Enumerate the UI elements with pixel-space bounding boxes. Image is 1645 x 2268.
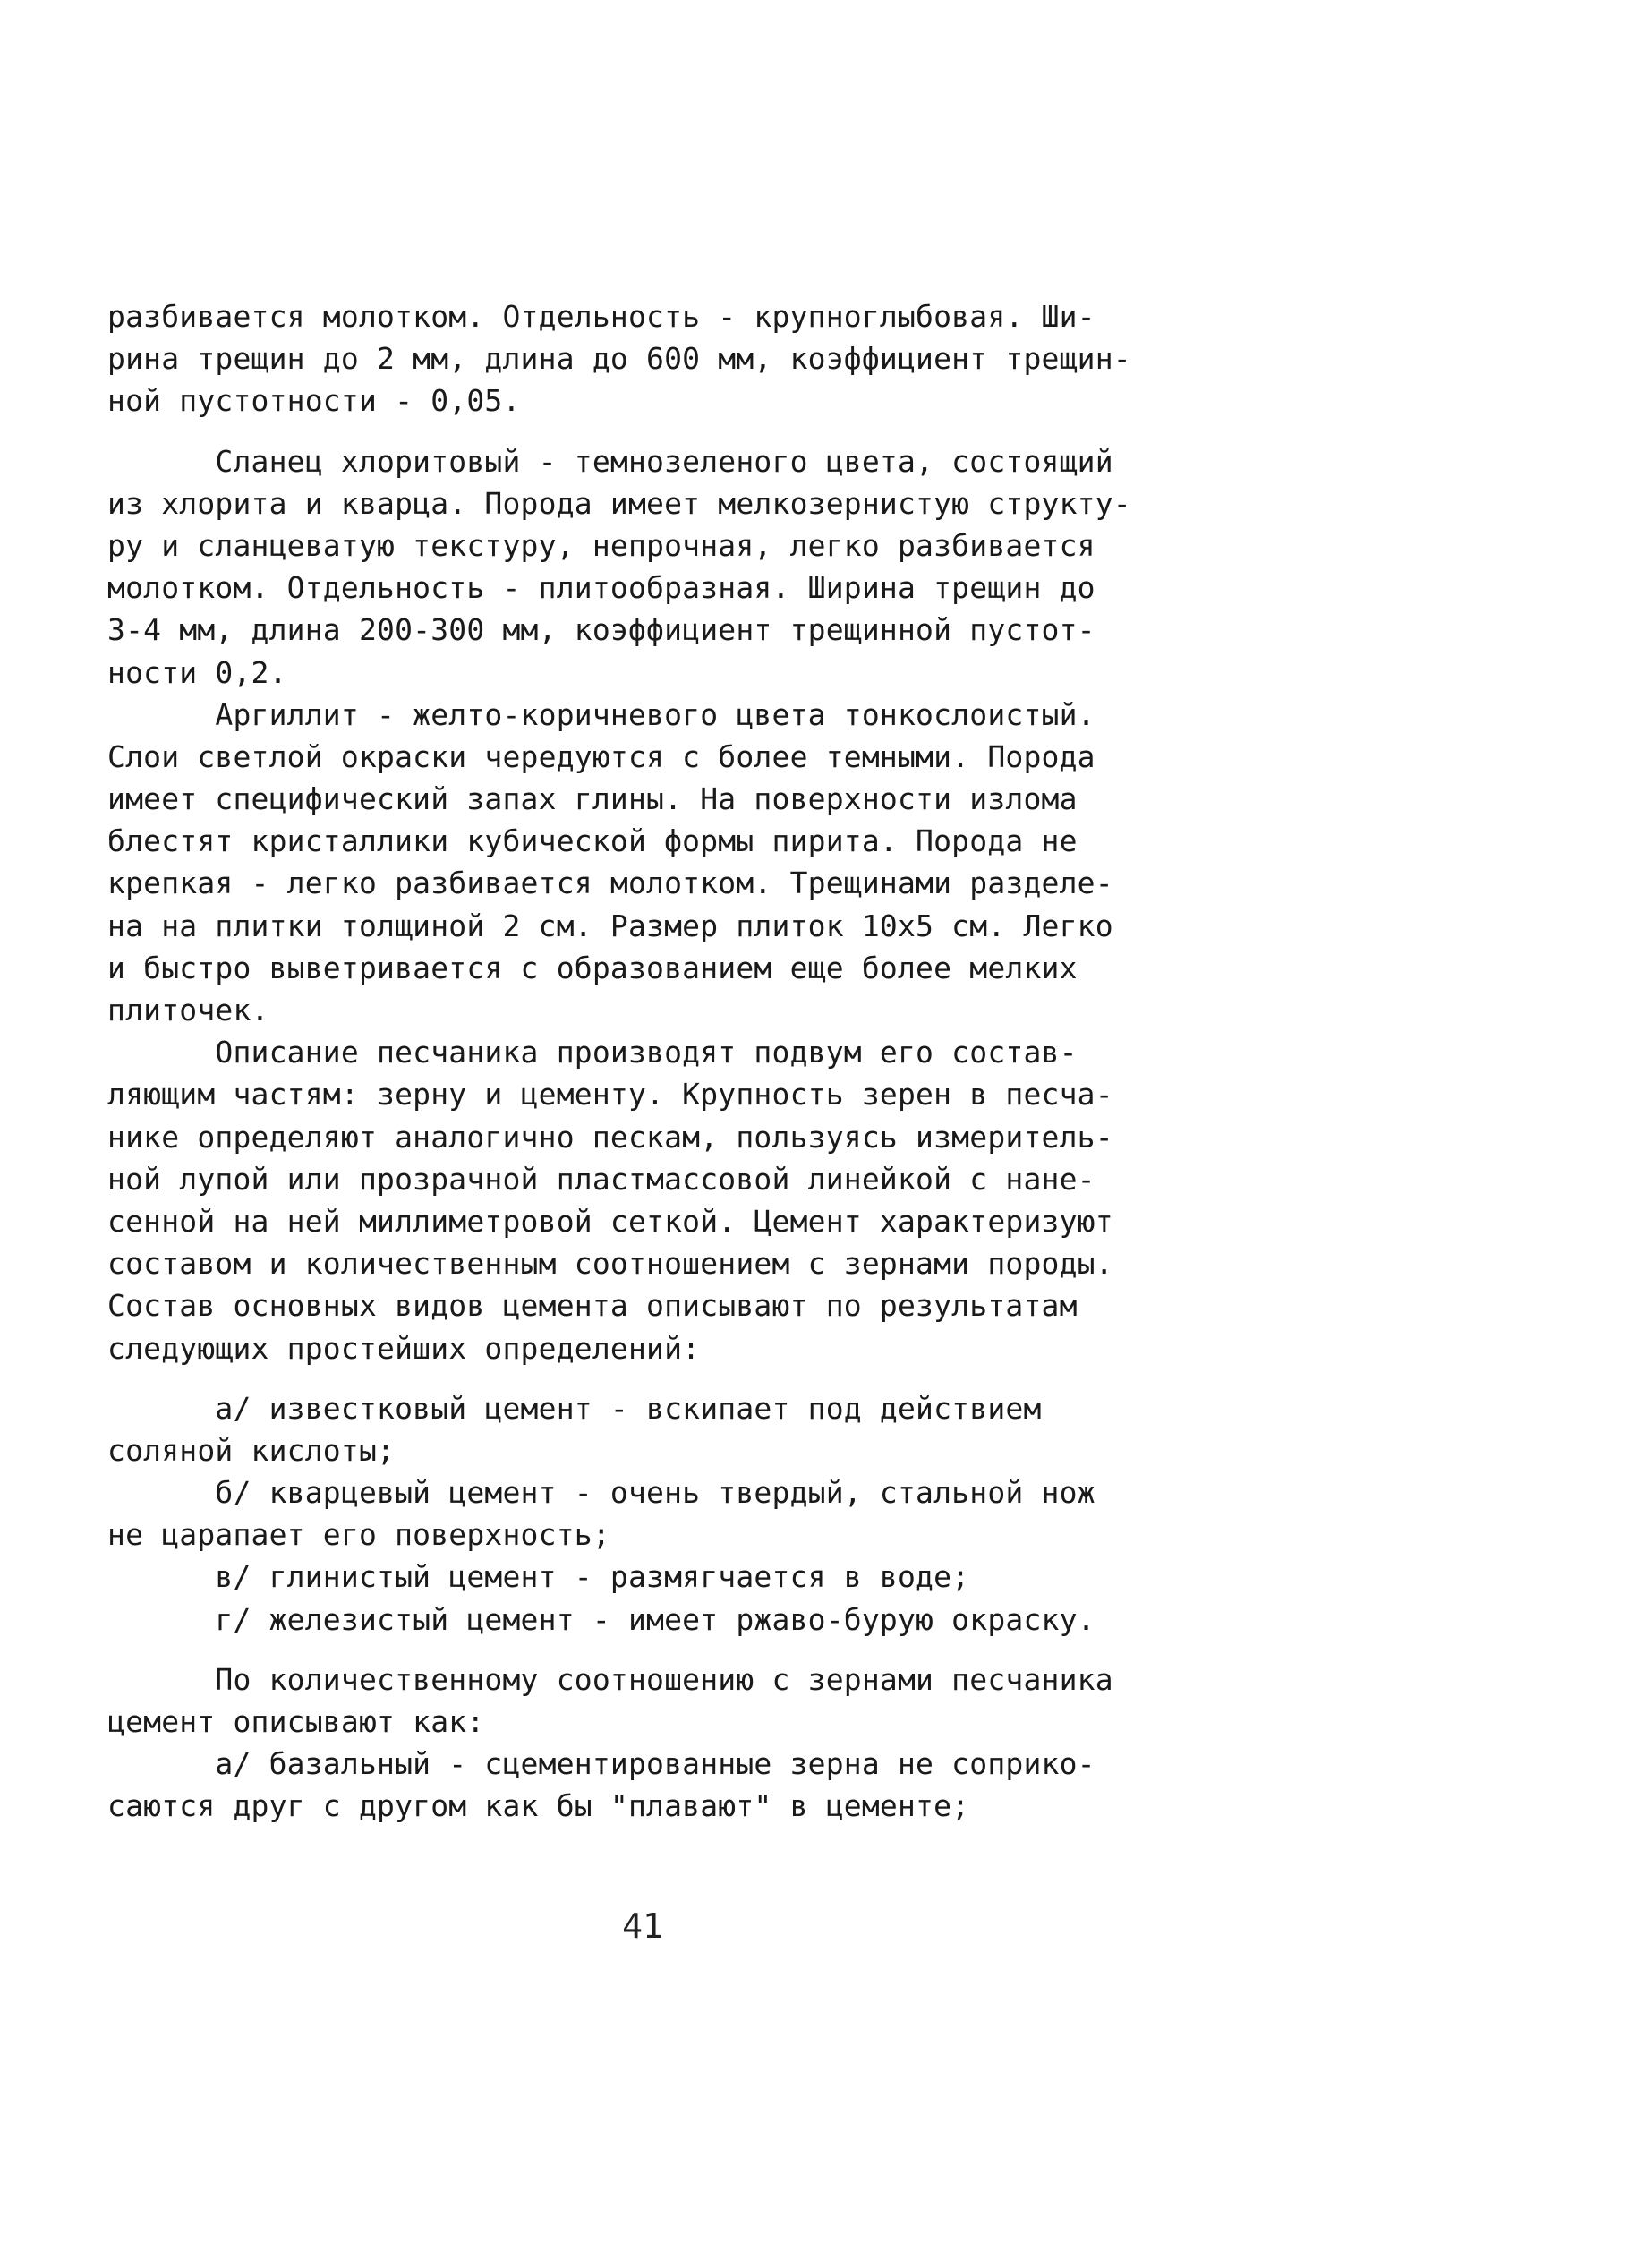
text-line: ной лупой или прозрачной пластмассовой линейкой с нане- [107, 1161, 1095, 1197]
text-line: составом и количественным соотношением с зернами породы. [107, 1246, 1113, 1282]
text-line: нике определяют аналогично пескам, пользуясь измеритель- [107, 1119, 1113, 1155]
paragraph [107, 440, 1131, 694]
text-line: По количественному соотношению с зернами песчаника [107, 1661, 1113, 1697]
text-line: 3-4 мм, длина 200-300 мм, коэффициент трещинной пустот- [107, 612, 1095, 648]
text-line: крепкая - легко разбивается молотком. Трещинами разделе- [107, 865, 1113, 901]
text-line: на на плитки толщиной 2 см. Размер плиток 10х5 см. Легко [107, 908, 1113, 943]
text-line: ной пустотности - 0,05. [107, 383, 521, 419]
text-line: ляющим частям: зерну и цементу. Крупность зерен в песча- [107, 1077, 1113, 1113]
list-item [107, 1471, 1128, 1556]
text-line: б/ кварцевый цемент - очень твердый, стальной нож [107, 1475, 1095, 1511]
text-line: Аргиллит - желто-коричневого цвета тонкослоистый. [107, 696, 1095, 732]
text-line: Состав основных видов цемента описывают по результатам [107, 1288, 1078, 1324]
text-line: соляной кислоты; [107, 1432, 396, 1468]
text-line: разбивается молотком. Отдельность - крупноглыбовая. Ши- [107, 299, 1095, 334]
paragraph [107, 1031, 1128, 1369]
text-line: имеет специфический запах глины. На поверхности излома [107, 781, 1078, 817]
text-line: молотком. Отдельность - плитообразная. Ширина трещин до [107, 570, 1095, 606]
text-line: саются друг с другом как бы "плавают" в цементе; [107, 1788, 970, 1824]
list-item [107, 1599, 1128, 1641]
paragraph [107, 1658, 1128, 1743]
body-text [107, 295, 1131, 1828]
paragraph [107, 694, 1128, 1032]
text-line: а/ известковый цемент - вскипает под действием [107, 1390, 1042, 1426]
text-line: не царапает его поверхность; [107, 1517, 610, 1553]
text-line: сенной на ней миллиметровой сеткой. Цемент характеризуют [107, 1203, 1113, 1239]
text-line: следующих простейших определений: [107, 1330, 701, 1366]
text-line: плиточек. [107, 993, 269, 1027]
list-item [107, 1743, 1128, 1827]
text-line: Описание песчаника производят подвум его состав- [107, 1035, 1078, 1070]
text-line: ности 0,2. [107, 654, 287, 690]
text-line: блестят кристаллики кубической формы пирита. Порода не [107, 823, 1078, 859]
paragraph [107, 295, 1131, 422]
text-line: ру и сланцеватую текстуру, непрочная, легко разбивается [107, 527, 1095, 563]
page-number: 41 [622, 1906, 663, 1946]
text-line: из хлорита и кварца. Порода имеет мелкозернистую структу- [107, 485, 1131, 521]
text-line: цемент описывают как: [107, 1704, 485, 1739]
text-line: Сланец хлоритовый - темнозеленого цвета, состоящий [107, 443, 1113, 479]
text-line: в/ глинистый цемент - размягчается в воде; [107, 1559, 970, 1595]
text-line: Слои светлой окраски чередуются с более темными. Порода [107, 738, 1095, 774]
list-item [107, 1387, 1128, 1471]
text-line: а/ базальный - сцементированные зерна не соприко- [107, 1746, 1095, 1782]
text-line: и быстро выветривается с образованием еще более мелких [107, 950, 1078, 985]
text-line: г/ железистый цемент - имеет ржаво-бурую окраску. [107, 1601, 1095, 1637]
list-item [107, 1556, 1128, 1598]
text-line: рина трещин до 2 мм, длина до 600 мм, коэффициент трещин- [107, 341, 1131, 377]
